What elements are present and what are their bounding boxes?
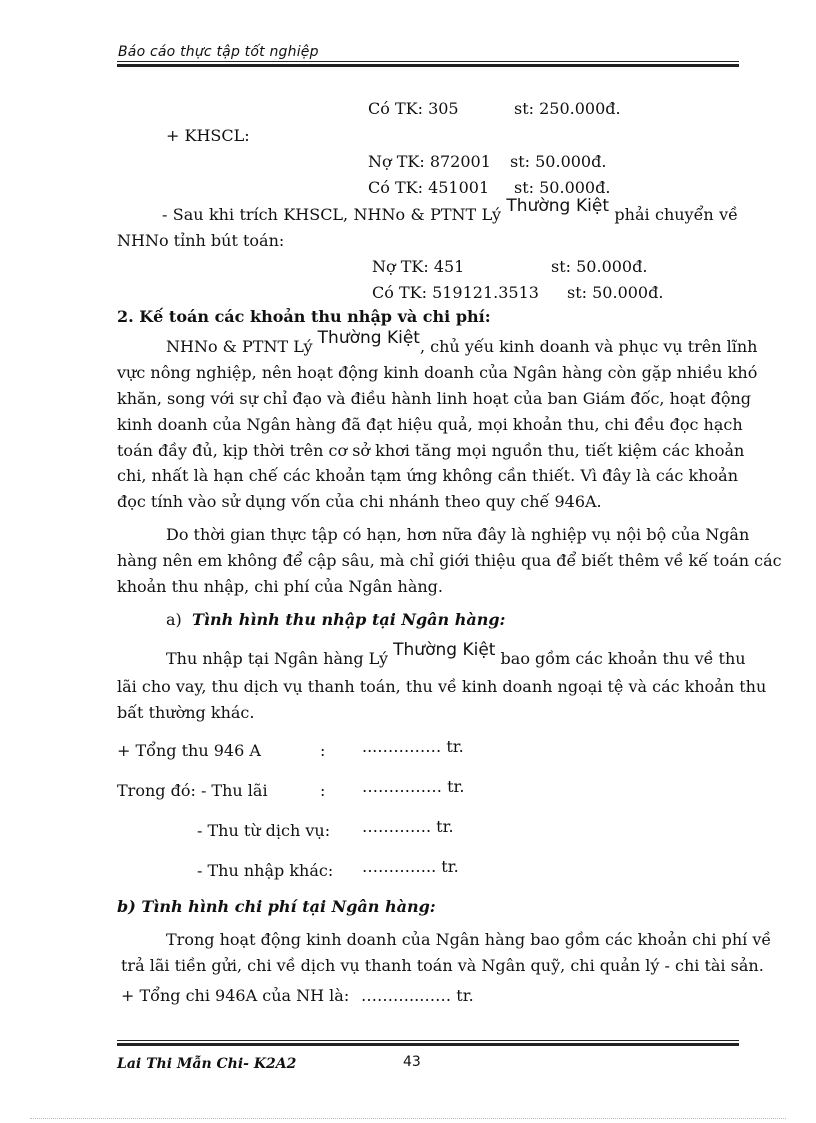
expense-total-value: ………..…… tr. — [361, 986, 474, 1005]
paragraph-line: Trong hoạt động kinh doanh của Ngân hàng bao gồm các khoản chi phí về — [166, 930, 772, 949]
paragraph-line: Do thời gian thực tập có hạn, hơn nữa đây là nghiệp vụ nội bộ của Ngân — [166, 525, 750, 544]
income-service-value: …………. tr. — [362, 817, 454, 836]
branch-name: Thường Kiệt — [393, 640, 496, 660]
footer-author: Lai Thi Mẫn Chi- K2A2 — [117, 1056, 297, 1072]
paragraph-line: vực nông nghiệp, nên hoạt động kinh doanh của Ngân hàng còn gặp nhiều khó — [117, 363, 758, 382]
header-rule-thick — [117, 64, 739, 67]
entry-credit-451001-amount: st: 50.000đ. — [514, 178, 611, 197]
entry-debit-451-amount: st: 50.000đ. — [551, 257, 648, 276]
paragraph-line: toán đầy đủ, kịp thời trên cơ sở khơi tăng mọi nguồn thu, tiết kiệm các khoản — [117, 441, 745, 460]
paragraph-income-desc-line1: Thu nhập tại Ngân hàng Lý Thường Kiệt bao gồm các khoản thu về thu — [166, 640, 746, 668]
paragraph-income-line1: NHNo & PTNT Lý Thường Kiệt, chủ yếu kinh doanh và phục vụ trên lĩnh — [166, 328, 758, 356]
income-interest-value: …………… tr. — [362, 777, 465, 796]
paragraph-line: khoản thu nhập, chi phí của Ngân hàng. — [117, 577, 444, 596]
subsection-a: a) Tình hình thu nhập tại Ngân hàng: — [166, 610, 506, 629]
entry-credit-305: Có TK: 305 — [368, 99, 459, 118]
paragraph-line: chi, nhất là hạn chế các khoản tạm ứng không cần thiết. Vì đây là các khoản — [117, 466, 738, 485]
page-bottom-dotted-line — [30, 1118, 786, 1119]
paragraph-line: trả lãi tiền gửi, chi về dịch vụ thanh toán và Ngân quỹ, chi quản lý - chi tài sản. — [121, 956, 764, 975]
paragraph-transfer-line2: NHNo tỉnh bút toán: — [117, 231, 285, 250]
income-total-label: + Tổng thu 946 A — [117, 741, 261, 760]
page-number: 43 — [403, 1054, 421, 1070]
header-rule-short — [585, 61, 739, 62]
income-other-value: ………….. tr. — [362, 857, 459, 876]
entry-credit-519121-amount: st: 50.000đ. — [567, 283, 664, 302]
entry-credit-305-amount: st: 250.000đ. — [514, 99, 621, 118]
footer-rule-top — [117, 1040, 739, 1041]
paragraph-line: bất thường khác. — [117, 703, 255, 722]
paragraph-transfer-line1: - Sau khi trích KHSCL, NHNo & PTNT Lý Thường Kiệt phải chuyển về — [162, 196, 738, 224]
income-interest-colon: : — [320, 781, 326, 800]
entry-debit-451: Nợ TK: 451 — [372, 257, 465, 276]
income-interest-label: Trong đó: - Thu lãi — [117, 781, 268, 800]
paragraph-line: kinh doanh của Ngân hàng đã đạt hiệu quả, mọi khoản thu, chi đều đọc hạch — [117, 415, 743, 434]
income-total-colon: : — [320, 741, 326, 760]
entry-debit-872001: Nợ TK: 872001 — [368, 152, 491, 171]
paragraph-line: khăn, song với sự chỉ đạo và điều hành linh hoạt của ban Giám đốc, hoạt động — [117, 389, 751, 408]
branch-name: Thường Kiệt — [506, 196, 609, 216]
branch-name: Thường Kiệt — [317, 328, 420, 348]
footer-rule-thick — [117, 1043, 739, 1046]
paragraph-line: đọc tính vào sử dụng vốn của chi nhánh theo quy chế 946A. — [117, 492, 602, 511]
entry-credit-451001: Có TK: 451001 — [368, 178, 490, 197]
income-service-label: - Thu từ dịch vụ: — [197, 821, 331, 840]
paragraph-line: lãi cho vay, thu dịch vụ thanh toán, thu về kinh doanh ngoại tệ và các khoản thu — [117, 677, 767, 696]
expense-total-label: + Tổng chi 946A của NH là: — [121, 986, 350, 1005]
subsection-b: b) Tình hình chi phí tại Ngân hàng: — [117, 897, 436, 916]
section-heading: 2. Kế toán các khoản thu nhập và chi phí: — [117, 307, 491, 326]
page-header-title: Báo cáo thực tập tốt nghiệp — [118, 44, 319, 60]
entry-credit-519121: Có TK: 519121.3513 — [372, 283, 539, 302]
income-total-value: ...………… tr. — [362, 737, 464, 756]
income-other-label: - Thu nhập khác: — [197, 861, 334, 880]
khscl-label: + KHSCL: — [166, 126, 250, 145]
entry-debit-872001-amount: st: 50.000đ. — [510, 152, 607, 171]
paragraph-line: hàng nên em không để cập sâu, mà chỉ giới thiệu qua để biết thêm về kế toán các — [117, 551, 782, 570]
